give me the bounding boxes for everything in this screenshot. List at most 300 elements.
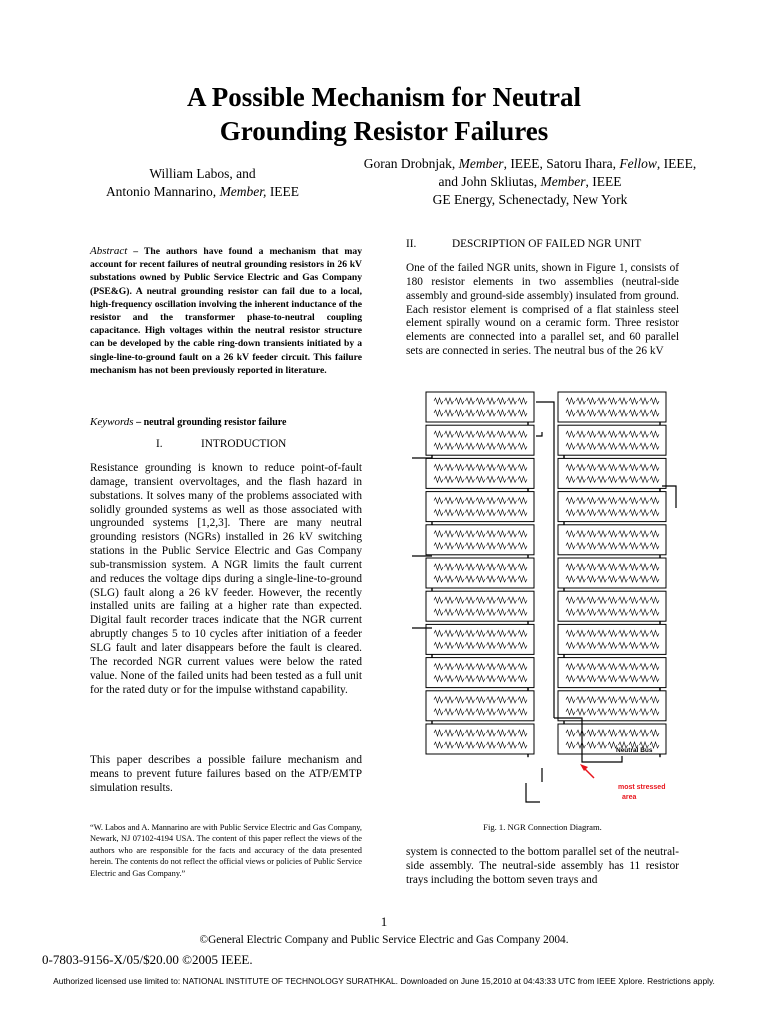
author-mannarino: Antonio Mannarino, Member, IEEE — [105, 184, 300, 199]
resistor-element — [445, 476, 454, 482]
resistor-element — [566, 642, 575, 648]
resistor-element — [445, 498, 454, 504]
resistor-element — [608, 398, 617, 404]
resistor-element — [487, 398, 496, 404]
resistor-element — [566, 531, 575, 537]
resistor-element — [476, 642, 485, 648]
resistor-element — [566, 676, 575, 682]
resistor-element — [466, 676, 475, 682]
resistor-element — [455, 531, 464, 537]
resistor-element — [629, 510, 638, 516]
resistor-element — [466, 543, 475, 549]
resistor-element — [497, 697, 506, 703]
resistor-element — [434, 531, 443, 537]
resistor-element — [434, 697, 443, 703]
resistor-element — [619, 543, 628, 549]
resistor-element — [629, 543, 638, 549]
resistor-element — [640, 609, 649, 615]
resistor-element — [619, 630, 628, 636]
resistor-element — [497, 431, 506, 437]
resistor-element — [650, 443, 659, 449]
resistor-element — [434, 476, 443, 482]
resistor-element — [619, 609, 628, 615]
resistor-element — [598, 510, 607, 516]
resistor-element — [497, 742, 506, 748]
resistor-tray — [558, 691, 666, 721]
section-1-heading: INTRODUCTION — [201, 438, 287, 450]
resistor-element — [619, 398, 628, 404]
resistor-element — [476, 597, 485, 603]
resistor-element — [445, 564, 454, 570]
resistor-element — [476, 609, 485, 615]
resistor-element — [640, 597, 649, 603]
authors-left — [80, 165, 325, 201]
resistor-element — [487, 531, 496, 537]
resistor-element — [466, 531, 475, 537]
resistor-element — [629, 443, 638, 449]
resistor-element — [650, 664, 659, 670]
resistor-element — [577, 576, 586, 582]
resistor-tray — [558, 525, 666, 555]
resistor-element — [455, 664, 464, 670]
resistor-element — [487, 543, 496, 549]
resistor-element — [455, 709, 464, 715]
intro-paragraph-1: Resistance grounding is known to reduce point-of-fault damage, transient overvoltages, and the flash hazard in substations. It solves many of the problems associated with solidly grounded systems as well as those associated with ungrounded systems [1,2,3]. There are many neutral grounding resistors (NGRs) installed in 26 kV switching stations in the Public Service Electric and Gas Company sub-transmission system. A NGR limits the fault current and reduces the voltage dips during a single-line-to-ground (SLG) fault along a 26 kV feeder. However, the recently installed units are failing at a higher rate than expected. Digital fault recorder traces indicate that the NGR current abruptly changes 5 to 10 cycles after initiation of a feeder SLG fault and later disappears before the fault is cleared. The recorded NGR current values were below the rated value. None of the failed units had been tested as a full unit for the rated duty or for the impulse withstand capability. — [90, 462, 362, 696]
resistor-tray — [426, 425, 534, 455]
resistor-element — [518, 543, 527, 549]
resistor-element — [650, 609, 659, 615]
resistor-element — [434, 676, 443, 682]
resistor-element — [608, 531, 617, 537]
resistor-element — [466, 697, 475, 703]
resistor-element — [518, 742, 527, 748]
resistor-element — [598, 443, 607, 449]
resistor-tray — [426, 724, 534, 754]
resistor-element — [455, 676, 464, 682]
resistor-element — [487, 410, 496, 416]
resistor-element — [587, 730, 596, 736]
resistor-element — [577, 597, 586, 603]
resistor-element — [577, 676, 586, 682]
resistor-tray — [558, 392, 666, 422]
resistor-element — [640, 630, 649, 636]
resistor-element — [566, 443, 575, 449]
resistor-element — [598, 576, 607, 582]
section-2-paragraph-1: One of the failed NGR units, shown in Figure 1, consists of 180 resistor elements in two assemblies (neutral-side assembly and ground-side assembly) insulated from ground. Each resistor element is comprised of a flat stainless steel element spirally wound on a ceramic form. Three resistor elements are connected into a parallel set, and 60 parallel sets are connected in series. The neutral bus of the 26 kV — [406, 262, 679, 358]
resistor-element — [445, 410, 454, 416]
resistor-element — [598, 498, 607, 504]
resistor-element — [508, 498, 517, 504]
resistor-element — [629, 564, 638, 570]
resistor-element — [445, 630, 454, 636]
resistor-element — [587, 531, 596, 537]
resistor-element — [577, 443, 586, 449]
resistor-element — [587, 697, 596, 703]
resistor-element — [434, 630, 443, 636]
resistor-element — [640, 709, 649, 715]
resistor-element — [587, 597, 596, 603]
resistor-element — [587, 642, 596, 648]
resistor-tray — [558, 458, 666, 488]
page-number: 1 — [380, 914, 388, 929]
resistor-element — [640, 543, 649, 549]
resistor-element — [598, 609, 607, 615]
resistor-element — [587, 709, 596, 715]
resistor-tray — [426, 492, 534, 522]
resistor-element — [619, 730, 628, 736]
resistor-element — [640, 498, 649, 504]
resistor-element — [640, 510, 649, 516]
resistor-element — [476, 498, 485, 504]
resistor-element — [476, 730, 485, 736]
resistor-element — [566, 498, 575, 504]
resistor-element — [619, 564, 628, 570]
resistor-element — [487, 564, 496, 570]
abstract-lead: Abstract — [90, 245, 128, 257]
resistor-element — [650, 676, 659, 682]
resistor-element — [587, 431, 596, 437]
resistor-element — [629, 730, 638, 736]
resistor-element — [508, 531, 517, 537]
resistor-element — [566, 730, 575, 736]
resistor-element — [629, 464, 638, 470]
resistor-element — [640, 676, 649, 682]
resistor-element — [566, 564, 575, 570]
resistor-element — [587, 498, 596, 504]
resistor-trays — [426, 392, 666, 757]
resistor-tray — [426, 658, 534, 688]
resistor-element — [466, 398, 475, 404]
resistor-element — [640, 443, 649, 449]
resistor-element — [650, 510, 659, 516]
resistor-element — [476, 410, 485, 416]
resistor-element — [508, 630, 517, 636]
resistor-element — [577, 531, 586, 537]
resistor-element — [445, 443, 454, 449]
resistor-element — [608, 443, 617, 449]
author-footnote: “W. Labos and A. Mannarino are with Public Service Electric and Gas Company, Newark, NJ 07102-4194 USA. The content of this paper reflect the views of the authors who are responsible for the facts and accuracy of the data presented herein. The contents do not reflect the official views or policies of Public Service Electric and Gas Company.” — [90, 823, 362, 878]
resistor-element — [587, 543, 596, 549]
resistor-element — [445, 664, 454, 670]
stress-marker — [580, 764, 594, 778]
resistor-element — [508, 676, 517, 682]
resistor-element — [476, 476, 485, 482]
resistor-element — [466, 664, 475, 670]
resistor-element — [566, 742, 575, 748]
resistor-element — [445, 510, 454, 516]
resistor-element — [608, 709, 617, 715]
resistor-element — [497, 464, 506, 470]
resistor-element — [487, 630, 496, 636]
resistor-element — [445, 609, 454, 615]
resistor-element — [608, 676, 617, 682]
resistor-element — [497, 630, 506, 636]
resistor-element — [445, 697, 454, 703]
resistor-element — [608, 543, 617, 549]
resistor-element — [508, 431, 517, 437]
resistor-element — [566, 709, 575, 715]
resistor-element — [629, 398, 638, 404]
resistor-element — [598, 597, 607, 603]
resistor-element — [619, 664, 628, 670]
resistor-element — [445, 543, 454, 549]
resistor-element — [640, 464, 649, 470]
resistor-element — [518, 664, 527, 670]
resistor-element — [629, 410, 638, 416]
resistor-element — [619, 597, 628, 603]
resistor-element — [508, 642, 517, 648]
resistor-tray — [558, 658, 666, 688]
resistor-element — [619, 531, 628, 537]
resistor-element — [650, 398, 659, 404]
author-labos: William Labos, and — [149, 166, 256, 181]
title-line-1: A Possible Mechanism for Neutral — [187, 82, 581, 112]
resistor-element — [566, 398, 575, 404]
resistor-element — [629, 476, 638, 482]
resistor-element — [629, 697, 638, 703]
section-2-number: II. — [406, 238, 417, 250]
resistor-element — [608, 476, 617, 482]
resistor-element — [497, 410, 506, 416]
resistor-element — [566, 431, 575, 437]
resistor-element — [566, 697, 575, 703]
resistor-element — [629, 664, 638, 670]
resistor-element — [619, 410, 628, 416]
affiliation: GE Energy, Schenectady, New York — [432, 192, 628, 207]
resistor-element — [466, 742, 475, 748]
resistor-element — [619, 676, 628, 682]
resistor-element — [497, 443, 506, 449]
resistor-element — [598, 410, 607, 416]
resistor-element — [629, 597, 638, 603]
intro-paragraph-2: This paper describes a possible failure mechanism and means to prevent future failures based on the ATP/EMTP simulation results. — [90, 754, 362, 794]
resistor-element — [577, 564, 586, 570]
resistor-element — [487, 730, 496, 736]
stressed-label-1: most stressed — [618, 784, 666, 791]
neutral-bus-label: Neutral Bus — [616, 747, 653, 754]
keywords: Keywords – neutral grounding resistor failure — [90, 416, 287, 428]
resistor-element — [497, 576, 506, 582]
resistor-element — [487, 676, 496, 682]
resistor-element — [650, 697, 659, 703]
resistor-element — [466, 642, 475, 648]
resistor-element — [476, 564, 485, 570]
resistor-element — [445, 576, 454, 582]
resistor-element — [476, 742, 485, 748]
resistor-element — [629, 576, 638, 582]
resistor-element — [434, 664, 443, 670]
resistor-element — [608, 564, 617, 570]
resistor-element — [476, 398, 485, 404]
section-2-paragraph-2: system is connected to the bottom parallel set of the neutral-side assembly. The neutral-side assembly has 11 resistor trays including the bottom seven trays and — [406, 846, 679, 886]
resistor-element — [434, 742, 443, 748]
resistor-element — [619, 576, 628, 582]
resistor-element — [619, 476, 628, 482]
resistor-element — [445, 398, 454, 404]
resistor-element — [434, 642, 443, 648]
resistor-element — [434, 543, 443, 549]
resistor-element — [629, 676, 638, 682]
resistor-element — [577, 431, 586, 437]
resistor-element — [455, 597, 464, 603]
resistor-element — [608, 498, 617, 504]
resistor-element — [508, 476, 517, 482]
resistor-element — [455, 697, 464, 703]
resistor-element — [508, 398, 517, 404]
resistor-element — [566, 597, 575, 603]
resistor-element — [445, 730, 454, 736]
resistor-element — [608, 642, 617, 648]
resistor-element — [497, 664, 506, 670]
resistor-element — [487, 697, 496, 703]
resistor-element — [487, 597, 496, 603]
resistor-element — [508, 730, 517, 736]
resistor-element — [640, 730, 649, 736]
resistor-element — [518, 697, 527, 703]
abstract: Abstract – The authors have found a mechanism that may account for recent failures of neutral grounding resistors in 26 kV substations owned by Public Service Electric and Gas Company (PSE&G). A neutral grounding resistor can fail due to a local, high-frequency oscillation involving the inherent inductance of the resistor and the transformer phase-to-neutral coupling capacitance. High voltages within the neutral resistor structure can be developed by the cable ring-down transients initiated by a single-line-to-ground fault on a 26 kV feeder circuit. This failure mechanism has not been previously reported in literature. — [90, 245, 362, 376]
resistor-element — [476, 697, 485, 703]
resistor-element — [629, 431, 638, 437]
resistor-element — [445, 676, 454, 682]
resistor-element — [650, 498, 659, 504]
resistor-element — [434, 410, 443, 416]
resistor-element — [577, 476, 586, 482]
keywords-lead: Keywords — [90, 416, 134, 428]
resistor-element — [650, 597, 659, 603]
resistor-element — [518, 443, 527, 449]
resistor-element — [434, 597, 443, 603]
resistor-element — [629, 630, 638, 636]
resistor-element — [587, 410, 596, 416]
resistor-element — [518, 431, 527, 437]
resistor-element — [466, 730, 475, 736]
resistor-element — [566, 476, 575, 482]
resistor-element — [587, 476, 596, 482]
resistor-element — [445, 709, 454, 715]
resistor-element — [566, 543, 575, 549]
resistor-element — [466, 709, 475, 715]
resistor-element — [640, 476, 649, 482]
resistor-element — [487, 742, 496, 748]
resistor-element — [619, 510, 628, 516]
resistor-tray — [426, 392, 534, 422]
resistor-element — [476, 531, 485, 537]
resistor-element — [455, 443, 464, 449]
resistor-element — [508, 597, 517, 603]
resistor-element — [476, 464, 485, 470]
resistor-element — [640, 398, 649, 404]
resistor-element — [598, 697, 607, 703]
resistor-element — [629, 642, 638, 648]
resistor-element — [650, 531, 659, 537]
resistor-element — [476, 664, 485, 670]
resistor-element — [577, 464, 586, 470]
resistor-element — [587, 742, 596, 748]
resistor-element — [487, 498, 496, 504]
abstract-text: The authors have found a mechanism that may account for recent failures of neutral grounding resistors in 26 kV substations owned by Public Service Electric and Gas Company (PSE&G). A neutral grounding resistor can fail due to a local, high-frequency oscillation involving the inherent inductance of the resistor and the transformer phase-to-neutral coupling capacitance. High voltages within the neutral resistor structure can be developed by the cable ring-down transients initiated by a single-line-to-ground fault on a 26 kV feeder circuit. This failure mechanism has not been previously reported in literature. — [90, 246, 362, 376]
resistor-element — [608, 510, 617, 516]
resistor-element — [587, 464, 596, 470]
resistor-element — [587, 609, 596, 615]
resistor-element — [608, 410, 617, 416]
resistor-element — [650, 576, 659, 582]
resistor-element — [487, 464, 496, 470]
resistor-element — [577, 742, 586, 748]
resistor-element — [619, 642, 628, 648]
resistor-tray — [558, 591, 666, 621]
resistor-element — [476, 676, 485, 682]
resistor-tray — [426, 558, 534, 588]
resistor-element — [455, 742, 464, 748]
resistor-element — [577, 543, 586, 549]
resistor-element — [487, 443, 496, 449]
section-2-heading: DESCRIPTION OF FAILED NGR UNIT — [452, 238, 642, 250]
resistor-element — [598, 742, 607, 748]
resistor-element — [434, 609, 443, 615]
resistor-element — [608, 697, 617, 703]
resistor-element — [518, 642, 527, 648]
resistor-element — [476, 630, 485, 636]
section-1-number: I. — [156, 438, 163, 450]
resistor-element — [640, 697, 649, 703]
resistor-element — [608, 431, 617, 437]
resistor-element — [466, 630, 475, 636]
resistor-element — [455, 498, 464, 504]
resistor-element — [497, 676, 506, 682]
resistor-element — [608, 576, 617, 582]
resistor-element — [650, 464, 659, 470]
resistor-element — [508, 742, 517, 748]
resistor-element — [466, 564, 475, 570]
resistor-element — [455, 431, 464, 437]
keywords-text: neutral grounding resistor failure — [143, 417, 287, 428]
resistor-element — [619, 431, 628, 437]
resistor-element — [566, 464, 575, 470]
resistor-element — [640, 576, 649, 582]
resistor-element — [466, 476, 475, 482]
resistor-element — [598, 431, 607, 437]
resistor-element — [587, 510, 596, 516]
resistor-element — [434, 510, 443, 516]
resistor-element — [434, 431, 443, 437]
authors-right — [325, 155, 735, 209]
resistor-element — [640, 642, 649, 648]
resistor-element — [598, 664, 607, 670]
resistor-element — [587, 564, 596, 570]
resistor-element — [650, 642, 659, 648]
resistor-element — [466, 498, 475, 504]
resistor-element — [650, 630, 659, 636]
resistor-element — [577, 664, 586, 670]
resistor-element — [508, 697, 517, 703]
resistor-element — [445, 642, 454, 648]
resistor-element — [518, 709, 527, 715]
resistor-element — [455, 730, 464, 736]
resistor-element — [508, 443, 517, 449]
resistor-element — [497, 642, 506, 648]
resistor-element — [577, 630, 586, 636]
resistor-element — [508, 709, 517, 715]
resistor-element — [508, 543, 517, 549]
resistor-element — [497, 609, 506, 615]
resistor-element — [434, 398, 443, 404]
resistor-element — [466, 464, 475, 470]
resistor-element — [434, 443, 443, 449]
resistor-element — [598, 730, 607, 736]
resistor-element — [508, 609, 517, 615]
resistor-element — [577, 398, 586, 404]
resistor-element — [466, 410, 475, 416]
